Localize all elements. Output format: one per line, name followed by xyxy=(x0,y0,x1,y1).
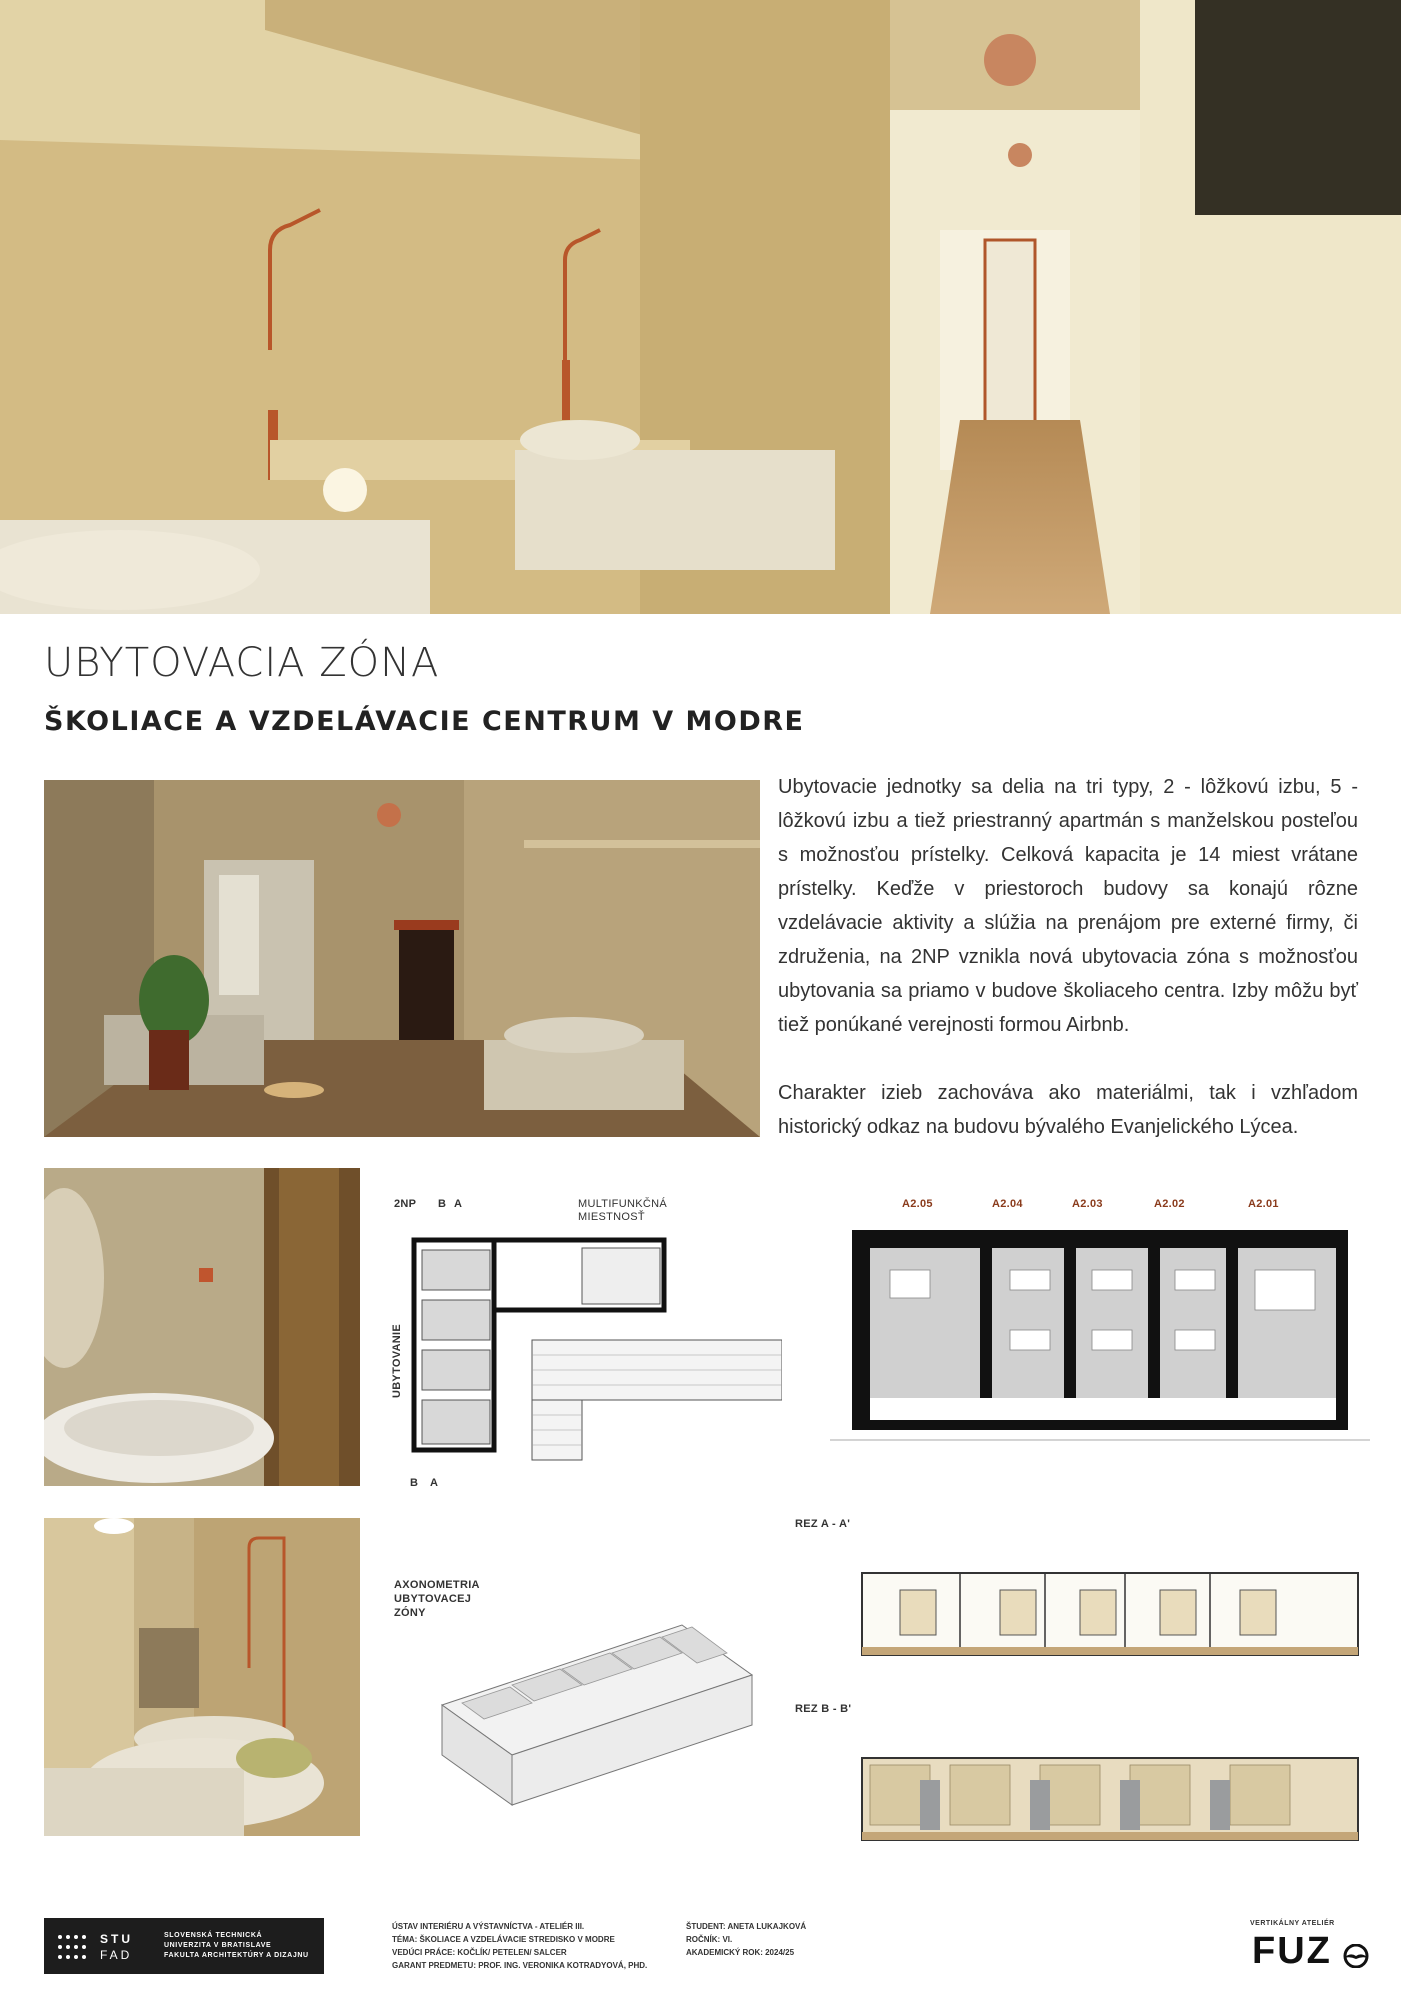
unit-floor-plan xyxy=(830,1190,1370,1470)
plan-section-b-bottom: B xyxy=(410,1477,418,1489)
hero-room-render xyxy=(0,0,1401,614)
logo-stu: STU xyxy=(100,1932,133,1946)
project-info-topic: TÉMA: ŠKOLIACE A VZDELÁVACIE STREDISKO V MODRE xyxy=(392,1935,615,1944)
section-b-label: REZ B - B' xyxy=(795,1703,852,1715)
page-subtitle: ŠKOLIACE A VZDELÁVACIE CENTRUM V MODRE xyxy=(44,706,805,737)
description-paragraph-1: Ubytovacie jednotky sa delia na tri typy, 2 - lôžkovú izbu, 5 - lôžkovú izbu a tiež priestranný apartmán s manželskou posteľou s možnosťou prístelky. Celková kapacita je 14 miest vrátane prístelky. Keďže v priestoroch budovy sa konajú rôzne vzdelávacie aktivity a slúžia na prenájom pre externé firmy, či združenia, na 2NP vznikla nová ubytovacia zóna s možnosťou ubytovania sa priamo v budove školiaceho centra. Izby môžu byť tiež ponúkané verejnosti formou Airbnb. xyxy=(778,776,1358,1036)
logo-fad: FAD xyxy=(100,1948,133,1962)
apartment-render xyxy=(44,780,760,1137)
student-info xyxy=(686,1920,806,1959)
page-title: UBYTOVACIA ZÓNA xyxy=(44,640,440,686)
university-name-line1: SLOVENSKÁ TECHNICKÁ xyxy=(164,1932,263,1939)
university-name-line3: FAKULTA ARCHITEKTÚRY A DIZAJNU xyxy=(164,1952,309,1959)
mustache-icon xyxy=(1336,1944,1376,1968)
bedroom-render xyxy=(44,1518,360,1836)
section-a-drawing xyxy=(860,1565,1360,1663)
academic-year: AKADEMICKÝ ROK: 2024/25 xyxy=(686,1948,795,1957)
unit-label-a201: A2.01 xyxy=(1248,1198,1279,1210)
project-info-guarantor: GARANT PREDMETU: PROF. ING. VERONIKA KOTRADYOVÁ, PHD. xyxy=(392,1961,648,1970)
floor-plan-2np xyxy=(382,1190,782,1490)
description-paragraph-2: Charakter izieb zachováva ako materiálmi, tak i vzhľadom historický odkaz na budovu bývalého Evanjelického Lýcea. xyxy=(778,1082,1358,1138)
unit-label-a202: A2.02 xyxy=(1154,1198,1185,1210)
unit-plan-drawing xyxy=(830,1190,1370,1470)
atelier-logo: FUZ xyxy=(1252,1930,1332,1972)
project-info-institute: ÚSTAV INTERIÉRU A VÝSTAVNÍCTVA - ATELIÉR III. xyxy=(392,1922,585,1931)
section-a-label: REZ A - A' xyxy=(795,1518,851,1530)
plan-floor-label: 2NP xyxy=(394,1198,417,1210)
project-info xyxy=(392,1920,647,1972)
bathroom-render xyxy=(44,1168,360,1486)
plan-section-a-bottom: A xyxy=(430,1477,438,1489)
axonometry xyxy=(382,1575,782,1835)
plan-zone-label: UBYTOVANIE xyxy=(391,1323,404,1399)
axo-label-line3: ZÓNY xyxy=(394,1607,426,1619)
plan-room-label-2: MIESTNOSŤ xyxy=(578,1211,645,1223)
university-logo xyxy=(44,1918,324,1974)
plan-section-b-top: B xyxy=(438,1198,447,1210)
unit-label-a205: A2.05 xyxy=(902,1198,933,1210)
university-name-line2: UNIVERZITA V BRATISLAVE xyxy=(164,1942,272,1949)
unit-label-a204: A2.04 xyxy=(992,1198,1023,1210)
plan-drawing xyxy=(382,1190,782,1490)
axo-label-line2: UBYTOVACEJ xyxy=(394,1593,472,1605)
unit-label-a203: A2.03 xyxy=(1072,1198,1103,1210)
description xyxy=(778,770,1358,1178)
university-name xyxy=(164,1931,309,1961)
project-info-supervisors: VEDÚCI PRÁCE: KOČLÍK/ PETELEN/ SALCER xyxy=(392,1948,567,1957)
plan-room-label-1: MULTIFUNKČNÁ xyxy=(578,1198,667,1210)
plan-section-a-top: A xyxy=(454,1198,463,1210)
section-b-drawing xyxy=(860,1750,1360,1848)
atelier-label: VERTIKÁLNY ATELIÉR xyxy=(1250,1920,1335,1927)
student-name: ŠTUDENT: ANETA LUKAJKOVÁ xyxy=(686,1922,807,1931)
axo-label-line1: AXONOMETRIA xyxy=(394,1579,480,1591)
axo-drawing xyxy=(382,1575,782,1835)
logo-dots-icon xyxy=(56,1932,92,1962)
student-year: ROČNÍK: VI. xyxy=(686,1935,733,1944)
